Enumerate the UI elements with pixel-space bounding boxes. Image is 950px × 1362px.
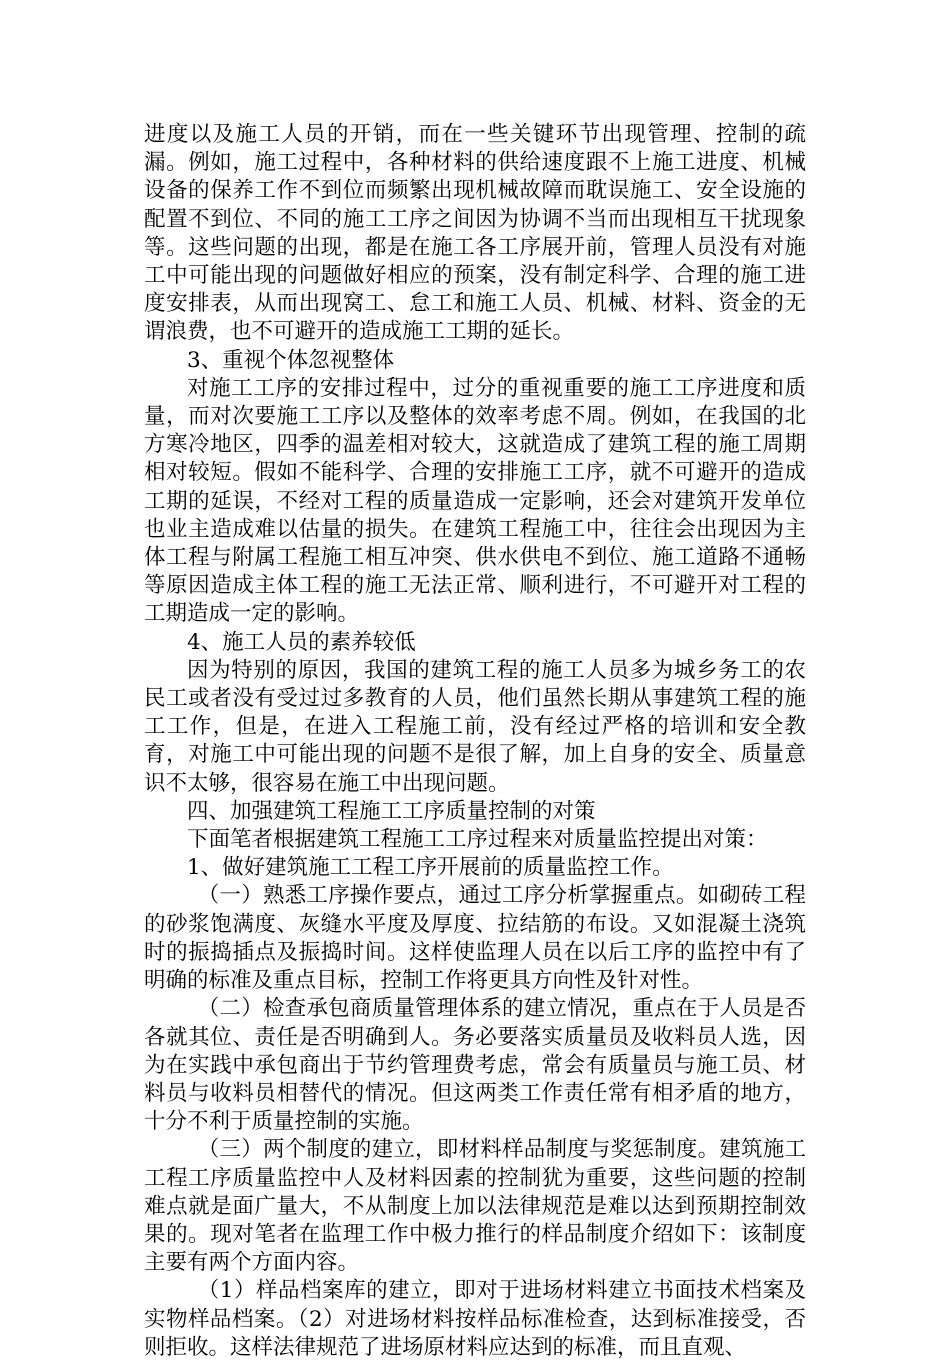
paragraph-section-4: 因为特别的原因，我国的建筑工程的施工人员多为城乡务工的农民工或者没有受过过多教育的人员，他们虽然长期从事建筑工程的施工工作，但是，在进入工程施工前，没有经过严格的培训和安全教育，对施工中可能出现的问题不是很了解，加上自身的安全、质量意识不太够，很容易在施工中出现问题。	[144, 657, 806, 796]
section-heading-4: 4、施工人员的素养较低	[187, 629, 416, 655]
paragraph-item-2: （二）检查承包商质量管理体系的建立情况，重点在于人员是否各就其位、责任是否明确到人。务必要落实质量员及收料员人选，因为在实践中承包商出于节约管理费考虑，常会有质量员与施工员、材料员与收料员相替代的情况。但这两类工作责任常有相矛盾的地方，十分不利于质量控制的实施。	[144, 996, 806, 1135]
chapter-heading-4: 四、加强建筑工程施工工序质量控制的对策	[187, 798, 596, 824]
paragraph-intro: 下面笔者根据建筑工程施工工序过程来对质量监控提出对策：	[187, 827, 768, 853]
paragraph-continuation: 进度以及施工人员的开销，而在一些关键环节出现管理、控制的疏漏。例如，施工过程中，各种材料的供给速度跟不上施工进度、机械设备的保养工作不到位而频繁出现机械故障而耽误施工、安全设施的配置不到位、不同的施工工序之间因为协调不当而出现相互干扰现象等。这些问题的出现，都是在施工各工序展开前，管理人员没有对施工中可能出现的问题做好相应的预案，没有制定科学、合理的施工进度安排表，从而出现窝工、怠工和施工人员、机械、材料、资金的无谓浪费，也不可避开的造成施工工期的延长。	[144, 122, 806, 345]
document-body	[144, 121, 806, 1362]
paragraph-item-1: （一）熟悉工序操作要点，通过工序分析掌握重点。如砌砖工程的砂浆饱满度、灰缝水平度及厚度、拉结筋的布设。又如混凝土浇筑时的振捣插点及振捣时间。这样使监理人员在以后工序的监控中有了明确的标准及重点目标，控制工作将更具方向性及针对性。	[144, 883, 806, 994]
paragraph-item-3: （三）两个制度的建立，即材料样品制度与奖惩制度。建筑施工工程工序质量监控中人及材料因素的控制犹为重要，这些问题的控制难点就是面广量大，不从制度上加以法律规范是难以达到预期控制效果的。现对笔者在监理工作中极力推行的样品制度介绍如下：该制度主要有两个方面内容。	[144, 1137, 806, 1276]
section-heading-3: 3、重视个体忽视整体	[187, 347, 395, 373]
section-heading-1: 1、做好建筑施工工程工序开展前的质量监控工作。	[187, 855, 674, 881]
paragraph-section-3: 对施工工序的安排过程中，过分的重视重要的施工工序进度和质量，而对次要施工工序以及整体的效率考虑不周。例如，在我国的北方寒冷地区，四季的温差相对较大，这就造成了建筑工程的施工周期相对较短。假如不能科学、合理的安排施工工序，就不可避开的造成工期的延误，不经对工程的质量造成一定影响，还会对建筑开发单位也业主造成难以估量的损失。在建筑工程施工中，往往会出现因为主体工程与附属工程施工相互冲突、供水供电不到位、施工道路不通畅等原因造成主体工程的施工无法正常、顺利进行，不可避开对工程的工期造成一定的影响。	[144, 375, 806, 627]
paragraph-item-sample: （1）样品档案库的建立，即对于进场材料建立书面技术档案及实物样品档案。（2）对进场材料按样品标准检查，达到标准接受，否则拒收。这样法律规范了进场原材料应达到的标准，而且直观、	[144, 1278, 806, 1360]
